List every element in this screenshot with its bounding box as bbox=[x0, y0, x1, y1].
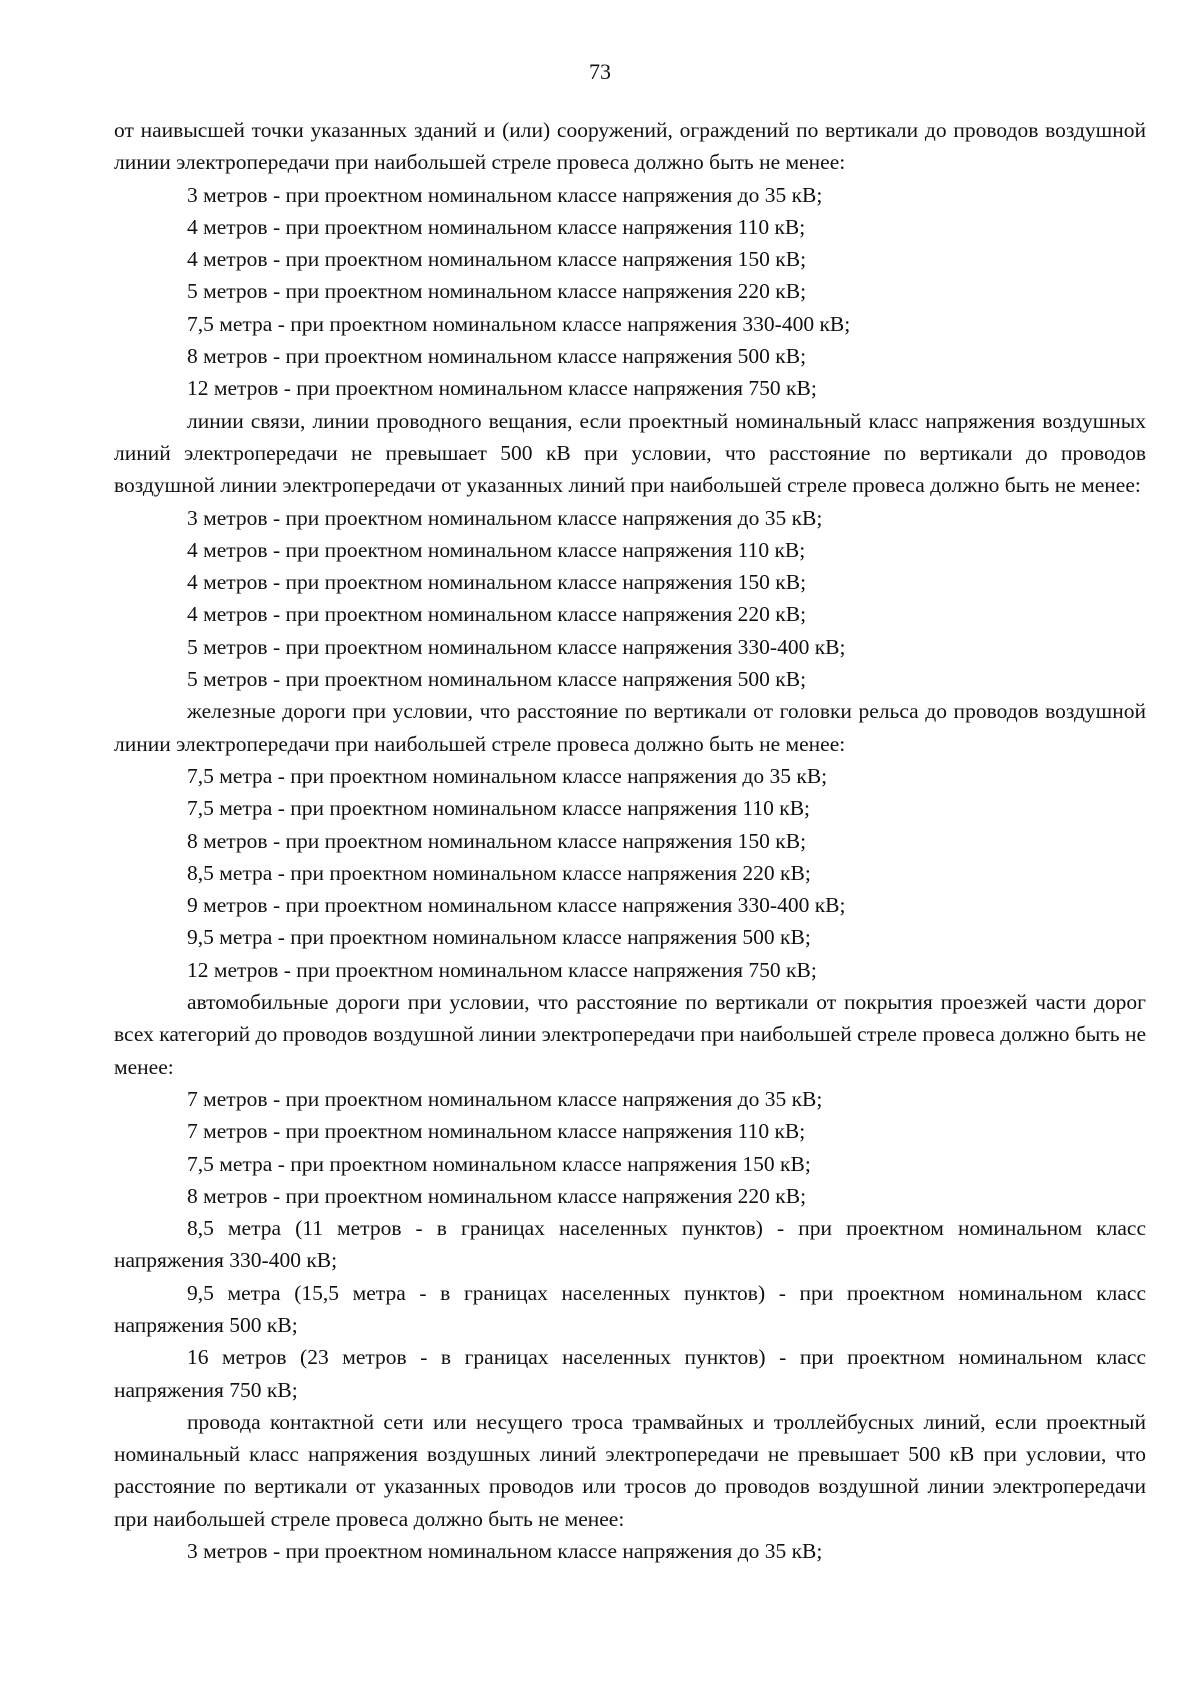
paragraph: 8,5 метра (11 метров - в границах населенных пунктов) - при проектном номинальном класс напряжения 330-400 кВ; bbox=[114, 1216, 1146, 1273]
paragraph: линии связи, линии проводного вещания, если проектный номинальный класс напряжения воздушных линий электропередачи не превышает 500 кВ при условии, что расстояние по вертикали до проводов воздушной линии электропередачи от указанных линий при наибольшей стреле провеса должно быть не менее: bbox=[114, 408, 1146, 498]
paragraph: 4 метров - при проектном номинальном классе напряжения 150 кВ; bbox=[187, 570, 807, 595]
paragraph: от наивысшей точки указанных зданий и (или) сооружений, ограждений по вертикали до проводов воздушной линии электропередачи при наибольшей стреле провеса должно быть не менее: bbox=[114, 118, 1146, 175]
paragraph: 16 метров (23 метров - в границах населенных пунктов) - при проектном номинальном класс напряжения 750 кВ; bbox=[114, 1345, 1146, 1402]
paragraph: 3 метров - при проектном номинальном классе напряжения до 35 кВ; bbox=[187, 1539, 823, 1564]
paragraph: 4 метров - при проектном номинальном классе напряжения 110 кВ; bbox=[187, 537, 806, 562]
paragraph: железные дороги при условии, что расстояние по вертикали от головки рельса до проводов воздушной линии электропередачи при наибольшей стреле провеса должно быть не менее: bbox=[114, 699, 1146, 756]
paragraph: 7,5 метра - при проектном номинальном классе напряжения 330-400 кВ; bbox=[187, 311, 851, 336]
paragraph: 8 метров - при проектном номинальном классе напряжения 150 кВ; bbox=[187, 828, 807, 853]
paragraph: 5 метров - при проектном номинальном классе напряжения 500 кВ; bbox=[187, 667, 807, 692]
paragraph: 8 метров - при проектном номинальном классе напряжения 500 кВ; bbox=[187, 344, 807, 369]
paragraph: 8 метров - при проектном номинальном классе напряжения 220 кВ; bbox=[187, 1183, 807, 1208]
paragraph: 9,5 метра (15,5 метра - в границах населенных пунктов) - при проектном номинальном класс напряжения 500 кВ; bbox=[114, 1280, 1146, 1337]
paragraph: провода контактной сети или несущего троса трамвайных и троллейбусных линий, если проектный номинальный класс напряжения воздушных линий электропередачи не превышает 500 кВ при условии, что расстояние по вертикали от указанных проводов или тросов до проводов воздушной линии электропередачи при наибольшей стреле провеса должно быть не менее: bbox=[114, 1409, 1146, 1531]
paragraph: 7,5 метра - при проектном номинальном классе напряжения до 35 кВ; bbox=[187, 763, 828, 788]
document-body bbox=[114, 114, 1146, 1567]
paragraph: 7,5 метра - при проектном номинальном классе напряжения 150 кВ; bbox=[187, 1151, 811, 1176]
paragraph: 12 метров - при проектном номинальном классе напряжения 750 кВ; bbox=[187, 376, 817, 401]
paragraph: автомобильные дороги при условии, что расстояние по вертикали от покрытия проезжей части дорог всех категорий до проводов воздушной линии электропередачи при наибольшей стреле провеса должно быть не менее: bbox=[114, 990, 1146, 1079]
paragraph: 4 метров - при проектном номинальном классе напряжения 150 кВ; bbox=[187, 247, 807, 272]
paragraph: 5 метров - при проектном номинальном классе напряжения 330-400 кВ; bbox=[187, 634, 846, 659]
paragraph: 8,5 метра - при проектном номинальном классе напряжения 220 кВ; bbox=[187, 860, 811, 885]
paragraph: 7 метров - при проектном номинальном классе напряжения до 35 кВ; bbox=[187, 1086, 823, 1111]
paragraph: 9 метров - при проектном номинальном классе напряжения 330-400 кВ; bbox=[187, 893, 846, 918]
paragraph: 4 метров - при проектном номинальном классе напряжения 220 кВ; bbox=[187, 602, 807, 627]
paragraph: 5 метров - при проектном номинальном классе напряжения 220 кВ; bbox=[187, 279, 807, 304]
paragraph: 3 метров - при проектном номинальном классе напряжения до 35 кВ; bbox=[187, 182, 823, 207]
paragraph: 9,5 метра - при проектном номинальном классе напряжения 500 кВ; bbox=[187, 925, 811, 950]
paragraph: 7 метров - при проектном номинальном классе напряжения 110 кВ; bbox=[187, 1119, 806, 1144]
paragraph: 12 метров - при проектном номинальном классе напряжения 750 кВ; bbox=[187, 957, 817, 982]
paragraph: 7,5 метра - при проектном номинальном классе напряжения 110 кВ; bbox=[187, 796, 811, 821]
page-number: 73 bbox=[589, 59, 611, 84]
paragraph: 3 метров - при проектном номинальном классе напряжения до 35 кВ; bbox=[187, 505, 823, 530]
paragraph: 4 метров - при проектном номинальном классе напряжения 110 кВ; bbox=[187, 214, 806, 239]
